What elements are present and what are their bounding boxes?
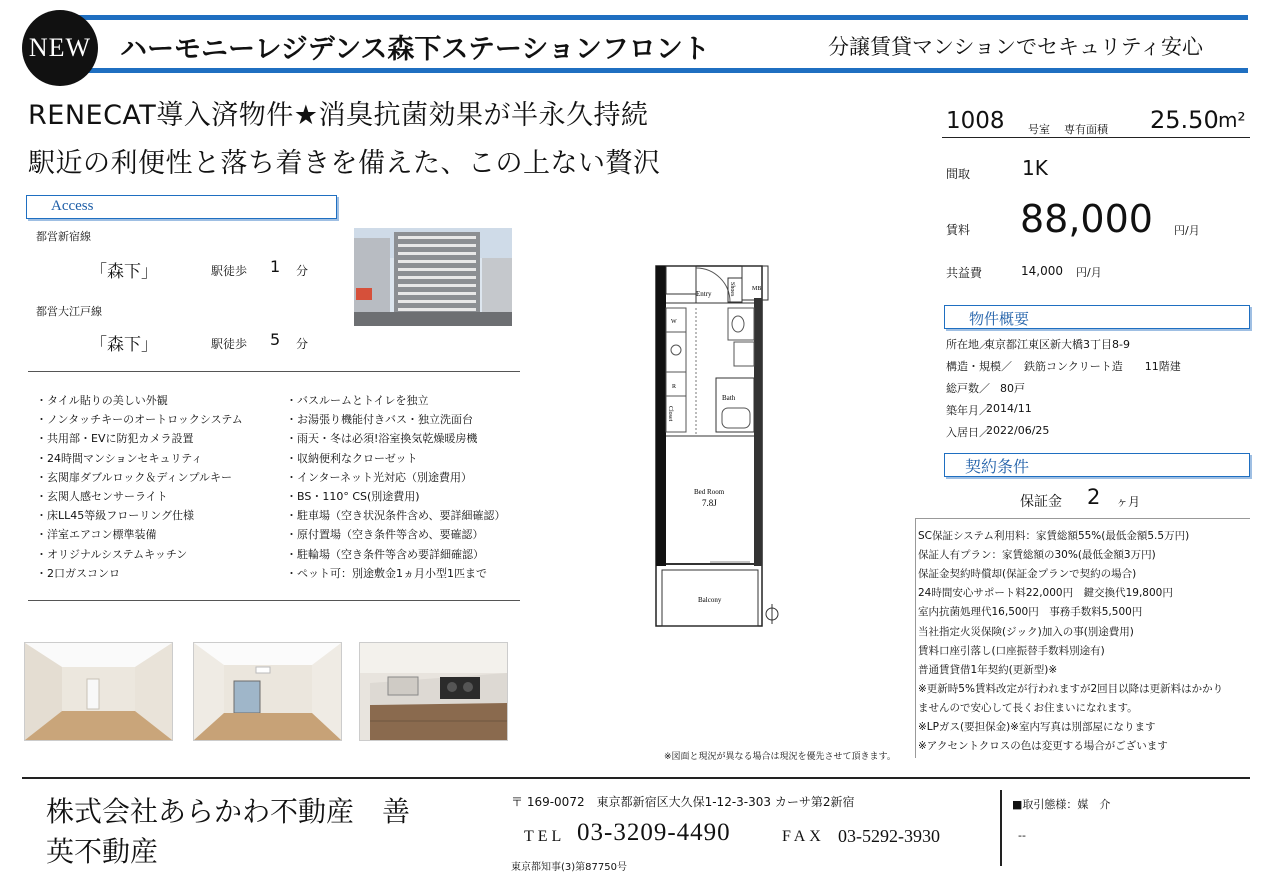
fee-value: 14,000	[1021, 264, 1063, 278]
feature-item: ・BS・110° CS(別途費用)	[286, 490, 420, 503]
footer-vertical-divider	[1000, 790, 1002, 866]
divider-features	[28, 600, 520, 601]
floorplan-bath-label: Bath	[722, 394, 736, 402]
layout-value: 1K	[1022, 156, 1048, 180]
layout-label: 間取	[946, 167, 971, 181]
interior-photo-window	[193, 642, 342, 741]
footer-divider	[22, 777, 1250, 779]
access-heading: Access	[26, 195, 337, 219]
route-1-unit: 分	[296, 264, 309, 278]
overview-row-label: 入居日／	[946, 426, 990, 439]
contract-condition-line: 賃料口座引落し(口座振替手数料別途有)	[918, 644, 1105, 657]
overview-row-value: 鉄筋コンクリート造 11階建	[1024, 360, 1181, 373]
divider-access	[28, 371, 520, 372]
contract-condition-line: 保証金契約時償却(保証金プランで契約の場合)	[918, 568, 1137, 581]
contract-box-left-border	[915, 518, 916, 758]
tel-label: TEL	[524, 828, 566, 845]
license-number: 東京都知事(3)第87750号	[511, 862, 627, 873]
company-address: 〒 169-0072 東京都新宿区大久保1-12-3-303 カーサ第2新宿	[511, 795, 855, 809]
rent-unit: 円/月	[1174, 224, 1200, 237]
route-2-unit: 分	[296, 337, 309, 351]
fax-number: 03-5292-3930	[838, 826, 940, 846]
rent-value: 88,000	[1020, 197, 1153, 241]
floorplan-r-label: R	[672, 384, 677, 390]
contract-condition-line: ※LPガス(要担保金)※室内写真は別部屋になります	[918, 721, 1156, 733]
transaction-type-value: --	[1018, 829, 1026, 842]
route-2-walk-label: 駅徒歩	[211, 337, 248, 351]
fee-unit: 円/月	[1076, 266, 1102, 279]
feature-item: ・バスルームとトイレを独立	[286, 394, 429, 407]
overview-heading: 物件概要	[944, 305, 1250, 329]
contract-condition-line: ※更新時5%賃料改定が行われますが2回目以降は更新料はかかり	[918, 682, 1224, 695]
floorplan-entry-label: Entry	[696, 290, 712, 298]
tel-number: 03-3209-4490	[577, 819, 731, 846]
feature-item: ・駐車場（空き状況条件含め、要詳細確認）	[286, 509, 506, 523]
route-1-station: 「森下」	[90, 262, 158, 282]
feature-item: ・洋室エアコン標準装備	[36, 528, 157, 542]
interior-photo-living	[24, 642, 173, 741]
floorplan-note: ※図面と現況が異なる場合は現況を優先させて頂きます。	[664, 752, 896, 762]
overview-row-label: 築年月／	[946, 404, 990, 417]
contract-condition-line: 普通賃貸借1年契約(更新型)※	[918, 663, 1058, 676]
area-unit: m²	[1218, 108, 1246, 132]
feature-item: ・床LL45等級フローリング仕様	[36, 509, 195, 523]
contract-heading: 契約条件	[944, 453, 1250, 477]
feature-item: ・オリジナルシステムキッチン	[36, 547, 188, 561]
deposit-value: 2	[1087, 485, 1101, 509]
contract-condition-line: SC保証システム利用料：家賃総額55%(最低金額5.5万円)	[918, 530, 1190, 542]
area-label: 専有面積	[1064, 123, 1108, 136]
floorplan	[650, 258, 780, 638]
overview-row-value: 2022/06/25	[986, 424, 1050, 437]
company-name-line-2: 英不動産	[46, 835, 159, 868]
company-name-line-1: 株式会社あらかわ不動産 善	[46, 795, 411, 828]
fee-label: 共益費	[946, 266, 983, 280]
feature-item: ・2口ガスコンロ	[36, 566, 120, 580]
deposit-label: 保証金	[1020, 494, 1062, 510]
route-1-walk-label: 駅徒歩	[211, 264, 248, 278]
feature-item: ・収納便利なクローゼット	[286, 451, 418, 465]
floorplan-balcony-label: Balcony	[698, 596, 722, 604]
transaction-type-label: ■取引態様：媒 介	[1012, 798, 1111, 811]
area-value: 25.50	[1150, 106, 1219, 134]
feature-item: ・ペット可：別途敷金1ヵ月小型1匹まで	[286, 566, 487, 580]
overview-row-value: 80戸	[1000, 382, 1025, 395]
feature-item: ・インターネット光対応（別途費用）	[286, 470, 473, 484]
floorplan-shoes-label: Shoes	[729, 282, 735, 297]
feature-item: ・駐輪場（空き条件等含め要詳細確認）	[286, 547, 484, 561]
header-bottom-bar	[60, 68, 1248, 73]
overview-row-value: 2014/11	[986, 402, 1032, 415]
feature-item: ・原付置場（空き条件等含め、要確認）	[286, 528, 484, 542]
overview-row-label: 所在地／	[946, 338, 990, 351]
contract-condition-line: 当社指定火災保険(ジック)加入の事(別途費用)	[918, 625, 1134, 638]
property-title: ハーモニーレジデンス森下ステーションフロント	[120, 34, 710, 65]
header-top-bar	[60, 15, 1248, 20]
headline-line-2: 駅近の利便性と落ち着きを備えた、この上ない贅沢	[28, 148, 661, 179]
contract-condition-line: 室内抗菌処理代16,500円 事務手数料5,500円	[918, 606, 1143, 619]
contract-condition-line: 24時間安心サポート料22,000円 鍵交換代19,800円	[918, 587, 1173, 600]
header-tagline: 分譲賃貸マンションでセキュリティ安心	[828, 35, 1203, 59]
headline-line-1: RENECAT導入済物件★消臭抗菌効果が半永久持続	[28, 100, 649, 131]
room-number: 1008	[946, 108, 1005, 134]
feature-item: ・玄関人感センサーライト	[36, 490, 168, 503]
feature-item: ・ノンタッチキーのオートロックシステム	[36, 413, 243, 427]
route-1-line: 都営新宿線	[36, 230, 91, 243]
room-label: 号室	[1028, 123, 1050, 136]
feature-item: ・玄関扉ダブルロック＆ディンプルキー	[36, 470, 233, 484]
fax-label: FAX	[782, 828, 825, 845]
contract-condition-line: ※アクセントクロスの色は変更する場合がございます	[918, 740, 1168, 753]
overview-row-value: 東京都江東区新大橋3丁目8-9	[984, 338, 1130, 351]
feature-item: ・雨天・冬は必須!浴室換気乾燥暖房機	[286, 432, 478, 446]
contract-condition-line: 保証人有プラン：家賃総額の30%(最低金額3万円)	[918, 549, 1156, 562]
feature-item: ・24時間マンションセキュリティ	[36, 451, 203, 465]
building-exterior-photo	[354, 228, 512, 326]
route-2-minutes: 5	[270, 330, 281, 349]
floorplan-mb-label: MB	[752, 286, 762, 292]
rent-label: 賃料	[946, 223, 971, 237]
deposit-unit: ヶ月	[1116, 495, 1141, 509]
overview-row-label: 総戸数／	[946, 382, 990, 395]
divider-unit	[942, 137, 1250, 138]
route-1-minutes: 1	[270, 257, 281, 276]
floorplan-bedroom-label: Bed Room	[694, 488, 725, 496]
new-badge: NEW	[22, 10, 98, 86]
contract-condition-line: ませんので安心して長くお住まいになれます。	[918, 701, 1138, 714]
interior-photo-kitchen	[359, 642, 508, 741]
floorplan-closet-label: Closet	[667, 406, 673, 422]
contract-box-top-border	[915, 518, 1250, 519]
floorplan-w-label: W	[671, 319, 677, 325]
floorplan-bedroom-size: 7.8J	[702, 498, 717, 508]
overview-row-label: 構造・規模／	[946, 360, 1012, 373]
feature-item: ・共用部・EVに防犯カメラ設置	[36, 432, 194, 446]
feature-item: ・タイル貼りの美しい外観	[36, 394, 168, 407]
route-2-line: 都営大江戸線	[36, 305, 102, 318]
feature-item: ・お湯張り機能付きバス・独立洗面台	[286, 413, 473, 427]
route-2-station: 「森下」	[90, 335, 158, 355]
